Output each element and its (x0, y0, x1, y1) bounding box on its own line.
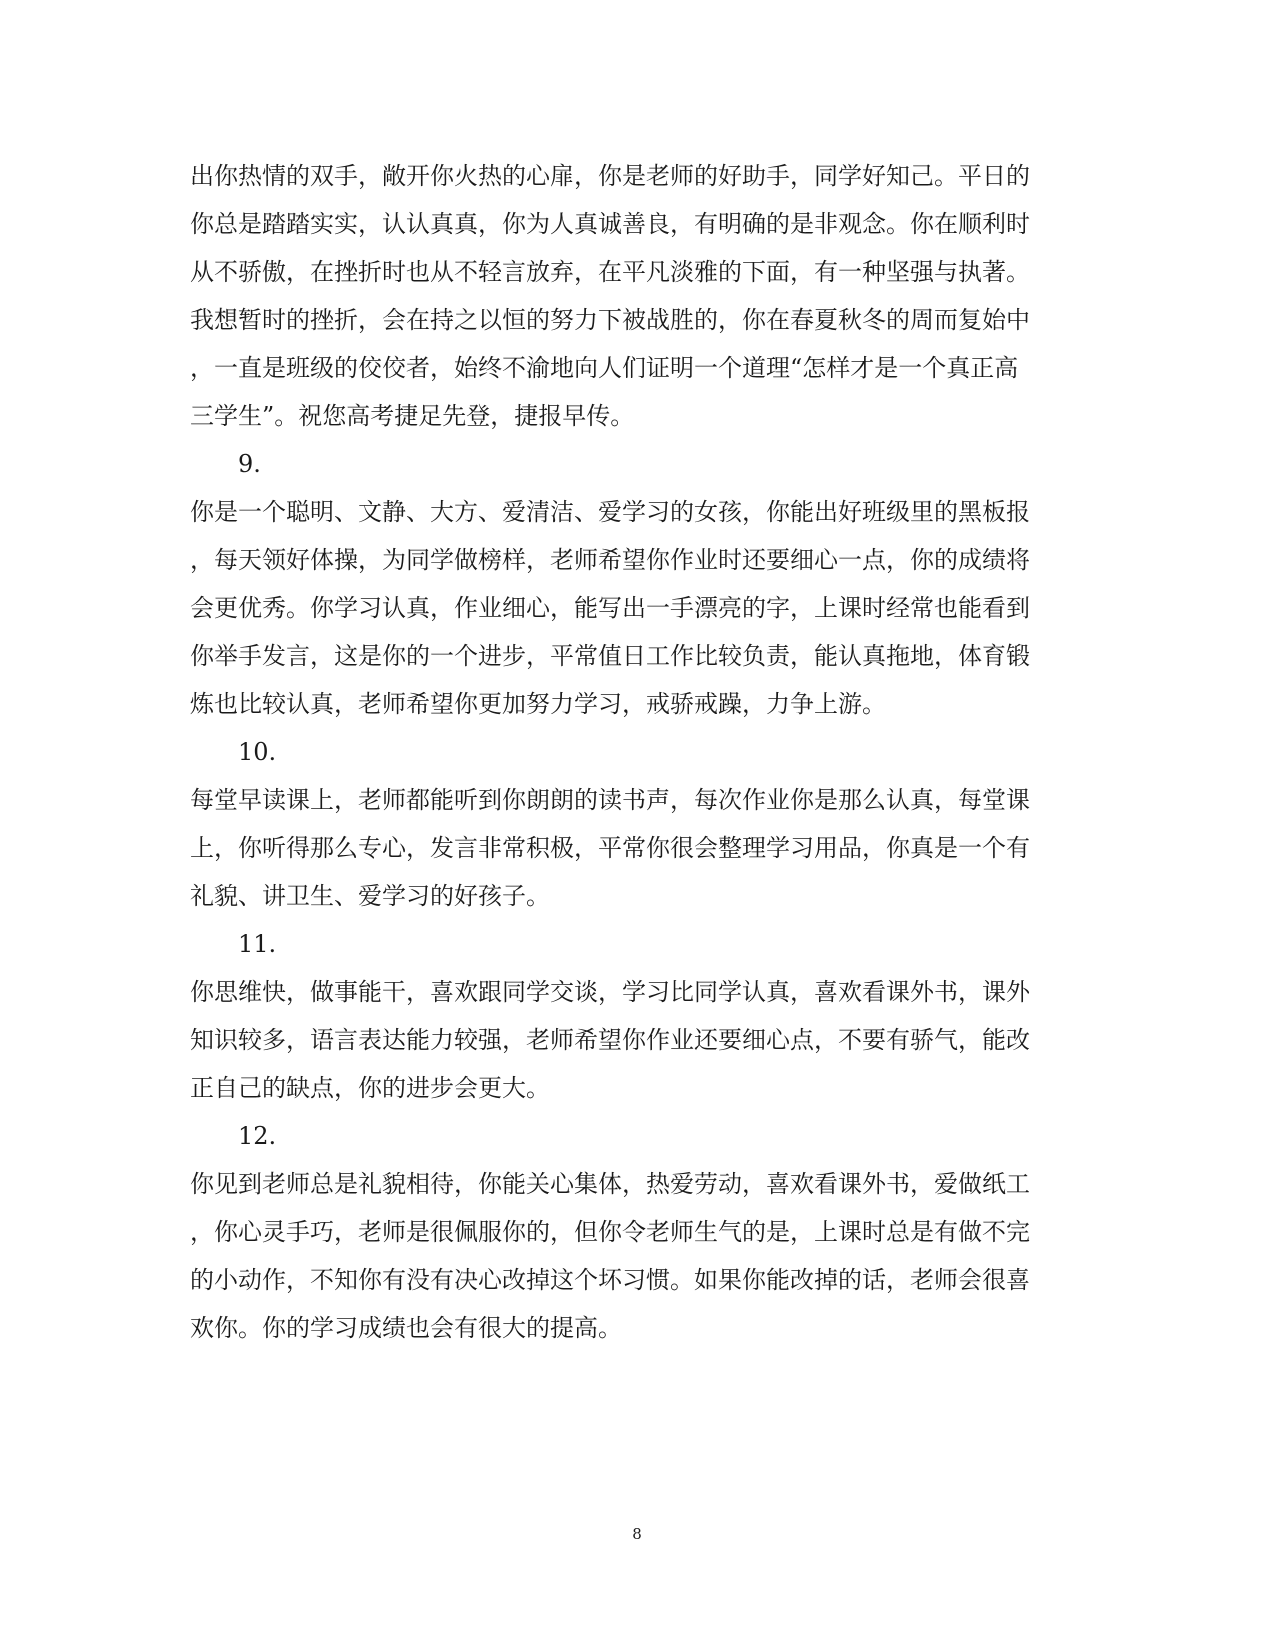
text-line: 从不骄傲，在挫折时也从不轻言放弃，在平凡淡雅的下面，有一种坚强与执著。 (190, 258, 1030, 286)
text-line: 你是一个聪明、文静、大方、爱清洁、爱学习的女孩，你能出好班级里的黑板报 (190, 498, 1030, 526)
text-line: 你见到老师总是礼貌相待，你能关心集体，热爱劳动，喜欢看课外书，爱做纸工 (190, 1170, 1030, 1198)
text-line: 每堂早读课上，老师都能听到你朗朗的读书声，每次作业你是那么认真，每堂课 (190, 786, 1030, 814)
text-line: 的小动作，不知你有没有决心改掉这个坏习惯。如果你能改掉的话，老师会很喜 (190, 1266, 1030, 1294)
text-line: 你举手发言，这是你的一个进步，平常值日工作比较负责，能认真拖地，体育锻 (190, 642, 1030, 670)
text-line: 你总是踏踏实实，认认真真，你为人真诚善良，有明确的是非观念。你在顺利时 (190, 210, 1030, 238)
item-number-11: 11. (238, 930, 277, 958)
text-line: 知识较多，语言表达能力较强，老师希望你作业还要细心点，不要有骄气，能改 (190, 1026, 1030, 1054)
text-line: 出你热情的双手，敞开你火热的心扉，你是老师的好助手，同学好知己。平日的 (190, 162, 1030, 190)
text-line: 正自己的缺点，你的进步会更大。 (190, 1074, 550, 1102)
text-line: ，每天领好体操，为同学做榜样，老师希望你作业时还要细心一点，你的成绩将 (190, 546, 1030, 574)
document-body (190, 152, 1070, 1352)
text-line: 会更优秀。你学习认真，作业细心，能写出一手漂亮的字，上课时经常也能看到 (190, 594, 1030, 622)
page-number: 8 (632, 1525, 642, 1543)
text-line: 你思维快，做事能干，喜欢跟同学交谈，学习比同学认真，喜欢看课外书，课外 (190, 978, 1030, 1006)
text-line: 我想暂时的挫折，会在持之以恒的努力下被战胜的，你在春夏秋冬的周而复始中 (190, 306, 1030, 334)
text-line: ，一直是班级的佼佼者，始终不渝地向人们证明一个道理“怎样才是一个真正高 (190, 354, 1019, 382)
text-line: 礼貌、讲卫生、爱学习的好孩子。 (190, 882, 550, 910)
text-line: 上，你听得那么专心，发言非常积极，平常你很会整理学习用品，你真是一个有 (190, 834, 1030, 862)
item-number-12: 12. (238, 1122, 277, 1150)
text-line: ，你心灵手巧，老师是很佩服你的，但你令老师生气的是，上课时总是有做不完 (190, 1218, 1030, 1246)
item-number-9: 9. (238, 450, 261, 478)
text-line: 三学生”。祝您高考捷足先登，捷报早传。 (190, 402, 635, 430)
text-line: 欢你。你的学习成绩也会有很大的提高。 (190, 1314, 622, 1342)
text-line: 炼也比较认真，老师希望你更加努力学习，戒骄戒躁，力争上游。 (190, 690, 886, 718)
item-number-10: 10. (238, 738, 277, 766)
